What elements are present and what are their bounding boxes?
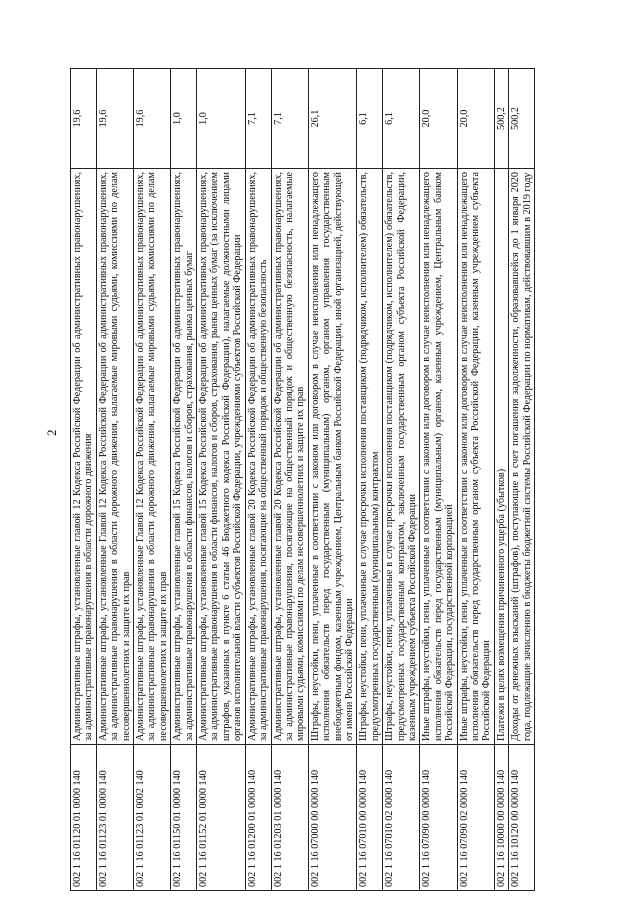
row-amount: 26,1	[308, 69, 357, 169]
row-description: Штрафы, неустойки, пени, уплаченные в соответствии с законом или договором в случае неисполнения или ненадлежащего исполнения обязательств перед государственным (муниципальным) органом, органом управления государственным внебюджетным фондом, казенным учреждением, Центральным банком Российской Федерации, иной организацией, действующей от имени Российской Федерации	[308, 169, 357, 745]
table-row	[383, 69, 420, 891]
row-description: Административные штрафы, установленные главой 12 Кодекса Российской Федерации об административных правонарушениях, за административные правонарушения в области дорожного движения	[71, 169, 97, 745]
row-amount: 500,2	[494, 69, 508, 169]
row-amount: 20,0	[457, 69, 494, 169]
row-description: Иные штрафы, неустойки, пени, уплаченные в соответствии с законом или договором в случае неисполнения или ненадлежащего исполнения обязательств перед государственным органом субъекта Российской Федерации, казенным учреждением субъекта Российской Федерации	[457, 169, 494, 745]
row-code: 002 1 16 01150 01 0000 140	[171, 745, 197, 891]
revenue-table-body	[71, 69, 535, 891]
page-number: 2	[44, 429, 59, 436]
row-description: Административные штрафы, установленные главой 15 Кодекса Российской Федерации об административных правонарушениях, за административные правонарушения в области финансов, налогов и сборов, страхования, рынка ценных бумаг	[171, 169, 197, 745]
row-code: 002 1 16 10120 00 0000 140	[509, 745, 535, 891]
table-row	[457, 69, 494, 891]
row-description: Платежи в целях возмещения причиненного ущерба (убытков)	[494, 169, 508, 745]
row-code: 002 1 16 07090 00 0000 140	[420, 745, 457, 891]
table-row	[134, 69, 171, 891]
row-amount: 6,1	[357, 69, 383, 169]
row-code: 002 1 16 07090 02 0000 140	[457, 745, 494, 891]
row-description: Штрафы, неустойки, пени, уплаченные в случае просрочки исполнения поставщиком (подрядчиком, исполнителем) обязательств, предусмотренных государственным контрактом, заключенным государственным органом субъекта Российской Федерации, казенным учреждением субъекта Российской Федерации	[383, 169, 420, 745]
table-row	[494, 69, 508, 891]
table-row	[171, 69, 197, 891]
row-amount: 19,6	[134, 69, 171, 169]
table-row	[357, 69, 383, 891]
row-amount: 7,1	[245, 69, 271, 169]
revenue-table	[70, 68, 535, 891]
row-code: 002 1 16 01123 01 0002 140	[134, 745, 171, 891]
row-amount: 19,6	[71, 69, 97, 169]
row-amount: 7,1	[271, 69, 308, 169]
row-description: Иные штрафы, неустойки, пени, уплаченные в соответствии с законом или договором в случае неисполнения или ненадлежащего исполнения обязательств перед государственным (муниципальным) органом, казенным учреждением, Центральным банком Российской Федерации, государственной корпорацией	[420, 169, 457, 745]
row-code: 002 1 16 01152 01 0000 140	[197, 745, 246, 891]
row-code: 002 1 16 07000 00 0000 140	[308, 745, 357, 891]
table-row	[420, 69, 457, 891]
row-code: 002 1 16 01203 01 0000 140	[271, 745, 308, 891]
table-row	[197, 69, 246, 891]
table-row	[509, 69, 535, 891]
row-code: 002 1 16 10000 00 0000 140	[494, 745, 508, 891]
row-description: Административные штрафы, установленные Главой 12 Кодекса Российской Федерации об административных правонарушениях, за административные правонарушения в области дорожного движения, налагаемые мировыми судьями, комиссиями по делам несовершеннолетних и защите их прав	[96, 169, 133, 745]
row-description: Штрафы, неустойки, пени, уплаченные в случае просрочки исполнения поставщиком (подрядчиком, исполнителем) обязательств, предусмотренных государственным (муниципальным) контрактом	[357, 169, 383, 745]
row-amount: 19,6	[96, 69, 133, 169]
row-description: Административные штрафы, установленные главой 20 Кодекса Российской Федерации об административных правонарушениях, за административные правонарушения, посягающие на общественный порядок и общественную безопасность	[245, 169, 271, 745]
row-description: Административные штрафы, установленные главой 20 Кодекса Российской Федерации об административных правонарушениях, за административные правонарушения, посягающие на общественный порядок и общественную безопасность, налагаемые мировыми судьями, комиссиями по делам несовершеннолетних и защите их прав	[271, 169, 308, 745]
table-row	[271, 69, 308, 891]
table-row	[96, 69, 133, 891]
row-description: Доходы от денежных взысканий (штрафов), поступающие в счет погашения задолженности, образовавшейся до 1 января 2020 года, подлежащие зачислению в бюджеты бюджетной системы Российской Федерации по нормативам, действовавшим в 2019 году	[509, 169, 535, 745]
row-amount: 500,2	[509, 69, 535, 169]
row-description: Административные штрафы, установленные Главой 12 Кодекса Российской Федерации об административных правонарушениях, за административные правонарушения в области дорожного движения, налагаемые мировыми судьями, комиссиями по делам несовершеннолетних и защите их прав	[134, 169, 171, 745]
table-row	[245, 69, 271, 891]
row-code: 002 1 16 01200 01 0000 140	[245, 745, 271, 891]
row-description: Административные штрафы, установленные главой 15 Кодекса Российской Федерации об административных правонарушениях, за административные правонарушения в области финансов, налогов и сборов, страхования, рынка ценных бумаг (за исключением штрафов, указанных в пункте 6 статьи 46 Бюджетного кодекса Российской Федерации), налагаемые должностными лицами органов исполнительной власти субъектов Российской Федерации, учреждениями субъектов Российской Федерации	[197, 169, 246, 745]
row-amount: 1,0	[197, 69, 246, 169]
row-code: 002 1 16 07010 02 0000 140	[383, 745, 420, 891]
row-amount: 20,0	[420, 69, 457, 169]
row-amount: 6,1	[383, 69, 420, 169]
rotated-page	[0, 40, 640, 905]
table-row	[308, 69, 357, 891]
row-code: 002 1 16 07010 00 0000 140	[357, 745, 383, 891]
row-code: 002 1 16 01123 01 0000 140	[96, 745, 133, 891]
row-code: 002 1 16 01120 01 0000 140	[71, 745, 97, 891]
row-amount: 1,0	[171, 69, 197, 169]
table-row	[71, 69, 97, 891]
